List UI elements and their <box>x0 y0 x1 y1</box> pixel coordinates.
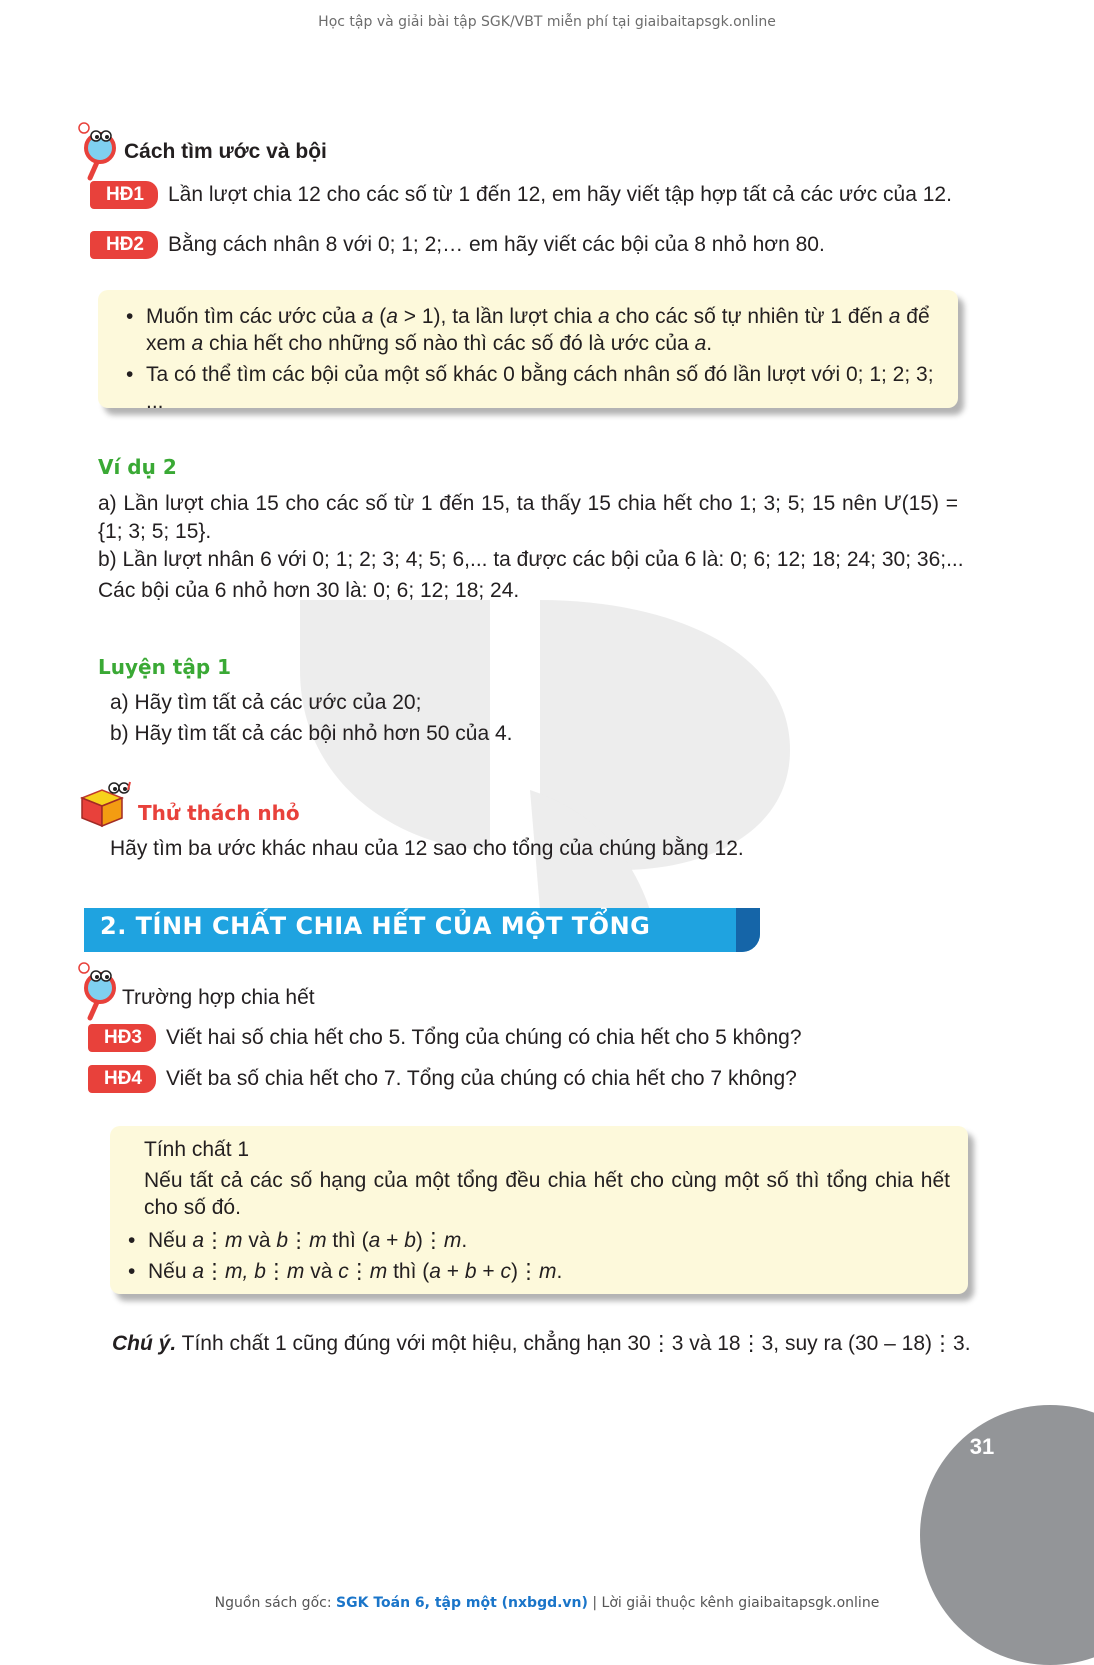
publisher-watermark-icon <box>290 490 800 1050</box>
activity-hd3 <box>88 1024 802 1052</box>
rule-bullet-multiples: • Ta có thể tìm các bội của một số khác 0 bằng cách nhân số đó lần lượt với 0; 1; 2; 3; ... <box>126 361 940 415</box>
example-2-part-b: b) Lần lượt nhân 6 với 0; 1; 2; 3; 4; 5; 6,... ta được các bội của 6 là: 0; 6; 12; 18; 24; 30; 36;... <box>98 548 964 571</box>
footer-prefix: Nguồn sách gốc: <box>214 1595 332 1611</box>
hd4-text: Viết ba số chia hết cho 7. Tổng của chúng có chia hết cho 7 không? <box>166 1067 797 1090</box>
challenge-heading: Thử thách nhỏ <box>138 801 300 825</box>
practice-1-part-b: b) Hãy tìm tất cả các bội nhỏ hơn 50 của 4. <box>110 722 513 745</box>
rule-box <box>98 290 958 413</box>
hd1-text: Lần lượt chia 12 cho các số từ 1 đến 12, em hãy viết tập hợp tất cả các ước của 12. <box>168 183 952 206</box>
hd2-badge: HĐ2 <box>90 231 158 259</box>
magnifier-mascot-icon <box>76 120 122 186</box>
activity-hd1 <box>90 181 952 209</box>
example-2-heading: Ví dụ 2 <box>98 455 177 479</box>
rule-bullet-divisors: • Muốn tìm các ước của a (a > 1), ta lần lượt chia a cho các số tự nhiên từ 1 đến a để xem a chia hết cho những số nào thì các số đó là ước của a. <box>126 303 940 357</box>
footer-note <box>0 1595 1094 1611</box>
page-number: 31 <box>969 1434 995 1459</box>
magnifier-mascot-icon <box>76 960 122 1026</box>
challenge-text: Hãy tìm ba ước khác nhau của 12 sao cho tổng của chúng bằng 12. <box>110 837 744 860</box>
section-2-title: 2. TÍNH CHẤT CHIA HẾT CỦA MỘT TỔNG <box>100 912 651 940</box>
activity-hd4 <box>88 1065 797 1093</box>
hd3-badge: HĐ3 <box>88 1024 156 1052</box>
practice-1-heading: Luyện tập 1 <box>98 655 232 679</box>
hd3-text: Viết hai số chia hết cho 5. Tổng của chúng có chia hết cho 5 không? <box>166 1026 802 1049</box>
property-bullet-three-terms: • Nếu a⋮m, b⋮m và c⋮m thì (a + b + c)⋮m. <box>128 1258 950 1285</box>
section-title-divisible-case: Trường hợp chia hết <box>122 986 315 1009</box>
practice-1-part-a: a) Hãy tìm tất cả các ước của 20; <box>110 691 422 714</box>
header-note: Học tập và giải bài tập SGK/VBT miễn phí tại giaibaitapsgk.online <box>318 14 776 30</box>
example-2-conclusion: Các bội của 6 nhỏ hơn 30 là: 0; 6; 12; 18; 24. <box>98 579 520 602</box>
hd4-badge: HĐ4 <box>88 1065 156 1093</box>
footer-suffix: | Lời giải thuộc kênh giaibaitapsgk.online <box>592 1595 880 1611</box>
note-lead: Chú ý. <box>112 1332 177 1355</box>
activity-hd2 <box>90 231 825 259</box>
hd2-text: Bằng cách nhân 8 với 0; 1; 2;… em hãy viết các bội của 8 nhỏ hơn 80. <box>168 233 825 256</box>
property-statement: Nếu tất cả các số hạng của một tổng đều chia hết cho cùng một số thì tổng chia hết cho số đó. <box>144 1169 950 1219</box>
section-title-find-divisors: Cách tìm ước và bội <box>124 140 327 163</box>
property-bullet-two-terms: • Nếu a⋮m và b⋮m thì (a + b)⋮m. <box>128 1227 950 1254</box>
footer-source-link[interactable]: SGK Toán 6, tập một (nxbgd.vn) <box>336 1595 588 1611</box>
hd1-badge: HĐ1 <box>90 181 158 209</box>
property-box <box>110 1126 968 1294</box>
rubik-cube-mascot-icon <box>78 780 134 828</box>
property-title: Tính chất 1 <box>144 1138 250 1161</box>
note-text: Tính chất 1 cũng đúng với một hiệu, chẳng hạn 30⋮3 và 18⋮3, suy ra (30 – 18)⋮3. <box>176 1332 971 1355</box>
example-2-part-a: a) Lần lượt chia 15 cho các số từ 1 đến 15, ta thấy 15 chia hết cho 1; 3; 5; 15 nên Ư(15) = {1; 3; 5; 15}. <box>98 492 958 543</box>
note-line <box>112 1331 971 1356</box>
page-number-tab <box>920 1405 1094 1665</box>
